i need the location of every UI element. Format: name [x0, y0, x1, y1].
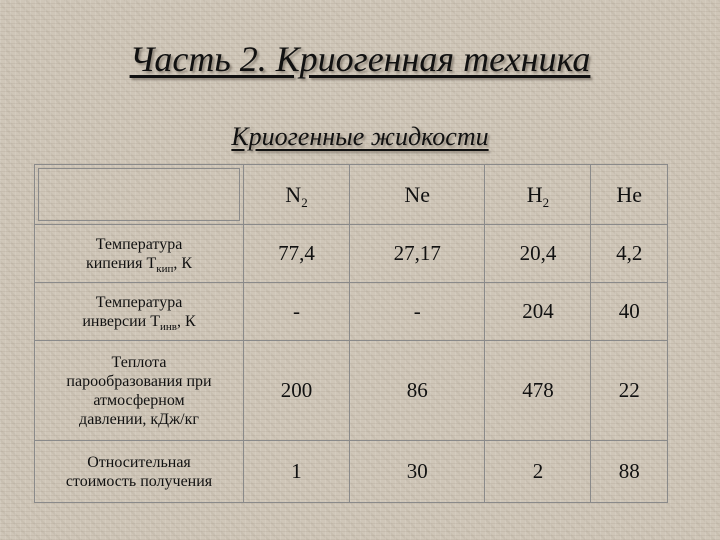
table-cell: 77,4 — [244, 225, 350, 283]
row-label-line: Теплота — [111, 353, 167, 371]
table-cell: 20,4 — [485, 225, 591, 283]
row-label-line: давлении, кДж/кг — [79, 410, 199, 428]
row-label-line: атмосферном — [93, 391, 185, 409]
table-cell: 40 — [591, 283, 668, 341]
row-label-line: Температура — [95, 293, 183, 311]
row-label-relative-cost — [35, 441, 244, 503]
column-header-n2 — [244, 165, 350, 225]
row-label-tail: , К — [173, 254, 193, 272]
table-cell: 30 — [350, 441, 485, 503]
table-cell: 86 — [350, 341, 485, 441]
table-row-relative-cost — [35, 441, 668, 503]
corner-inner-box — [38, 168, 240, 221]
table-row-vaporization-heat — [35, 341, 668, 441]
row-label-sub: инв — [160, 320, 177, 333]
row-label-line: парообразования при — [66, 372, 212, 390]
table-cell: - — [244, 283, 350, 341]
table-cell: 22 — [591, 341, 668, 441]
table-cell: 478 — [485, 341, 591, 441]
table-cell: 2 — [485, 441, 591, 503]
column-header-base: He — [616, 181, 643, 207]
table-row-inversion-temp — [35, 283, 668, 341]
column-header-base: H — [526, 181, 543, 207]
row-label-sub: кип — [156, 262, 174, 275]
table-row-boiling-temp — [35, 225, 668, 283]
row-label-line: Температура — [95, 235, 183, 253]
table-cell: - — [350, 283, 485, 341]
cryogenic-liquids-table — [34, 164, 668, 503]
column-header-he — [591, 165, 668, 225]
row-label-line: Относительная — [87, 453, 191, 471]
table-cell: 27,17 — [350, 225, 485, 283]
row-label-line: инверсии T — [82, 312, 161, 330]
row-label-vaporization-heat — [35, 341, 244, 441]
column-header-sub: 2 — [542, 194, 550, 210]
table-corner-cell — [35, 165, 244, 225]
row-label-line: кипения T — [85, 254, 157, 272]
row-label-tail: , К — [176, 312, 196, 330]
column-header-h2 — [485, 165, 591, 225]
table-cell: 1 — [244, 441, 350, 503]
table-header-row — [35, 165, 668, 225]
table-cell: 204 — [485, 283, 591, 341]
slide-title: Часть 2. Криогенная техника — [129, 39, 591, 79]
row-label-boiling-temp — [35, 225, 244, 283]
table-cell: 200 — [244, 341, 350, 441]
row-label-inversion-temp — [35, 283, 244, 341]
row-label-line: стоимость получения — [65, 472, 213, 490]
column-header-base: N — [285, 181, 302, 207]
table-cell: 88 — [591, 441, 668, 503]
slide-subtitle: Криогенные жидкости — [231, 122, 489, 151]
column-header-ne — [350, 165, 485, 225]
column-header-base: Ne — [404, 181, 431, 207]
column-header-sub: 2 — [301, 194, 308, 210]
table-cell: 4,2 — [591, 225, 668, 283]
